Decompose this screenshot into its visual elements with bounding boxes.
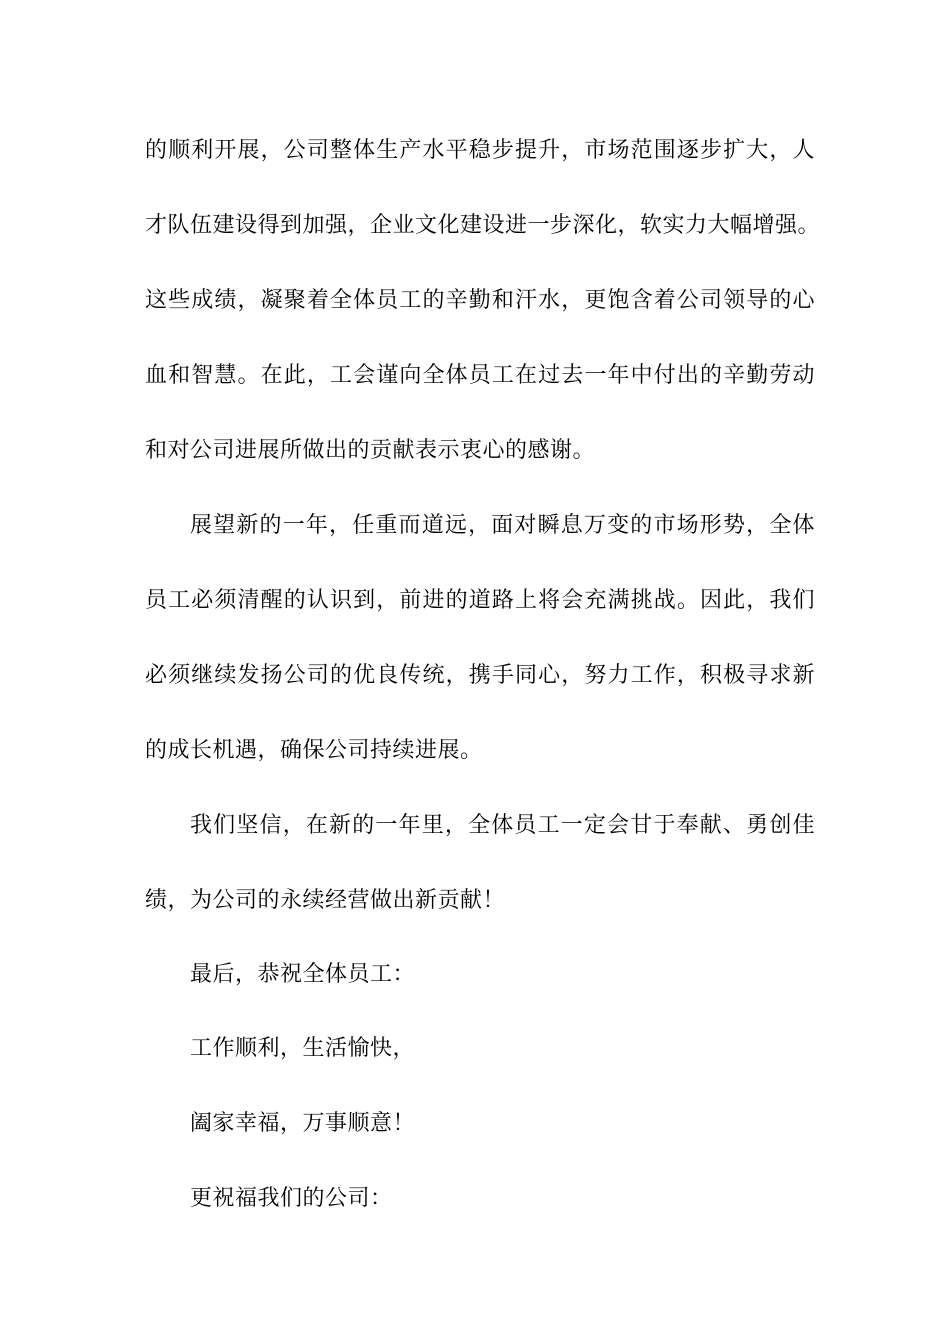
text-line-9: 的成长机遇，确保公司持续进展。: [145, 738, 483, 763]
text-line-3: 这些成绩，凝聚着全体员工的辛勤和汗水，更饱含着公司领导的心: [145, 288, 815, 313]
text-line-1: 的顺利开展，公司整体生产水平稳步提升，市场范围逐步扩大，人: [145, 138, 815, 163]
text-line-10: 我们坚信，在新的一年里，全体员工一定会甘于奉献、勇创佳: [190, 813, 815, 838]
text-line-2: 才队伍建设得到加强，企业文化建设进一步深化，软实力大幅增强。: [145, 213, 821, 238]
text-line-12: 最后，恭祝全体员工：: [190, 962, 416, 987]
text-line-5: 和对公司进展所做出的贡献表示衷心的感谢。: [145, 438, 596, 463]
text-line-15: 更祝福我们的公司：: [190, 1186, 393, 1211]
text-line-11: 绩，为公司的永续经营做出新贡献！: [145, 888, 506, 913]
text-line-4: 血和智慧。在此，工会谨向全体员工在过去一年中付出的辛勤劳动: [145, 363, 815, 388]
text-line-6: 展望新的一年，任重而道远，面对瞬息万变的市场形势，全体: [190, 513, 815, 538]
text-line-8: 必须继续发扬公司的优良传统，携手同心，努力工作，积极寻求新: [145, 663, 815, 688]
text-line-14: 阖家幸福，万事顺意！: [190, 1111, 416, 1136]
text-line-7: 员工必须清醒的认识到，前进的道路上将会充满挑战。因此，我们: [145, 588, 815, 613]
text-line-13: 工作顺利，生活愉快，: [190, 1036, 416, 1061]
